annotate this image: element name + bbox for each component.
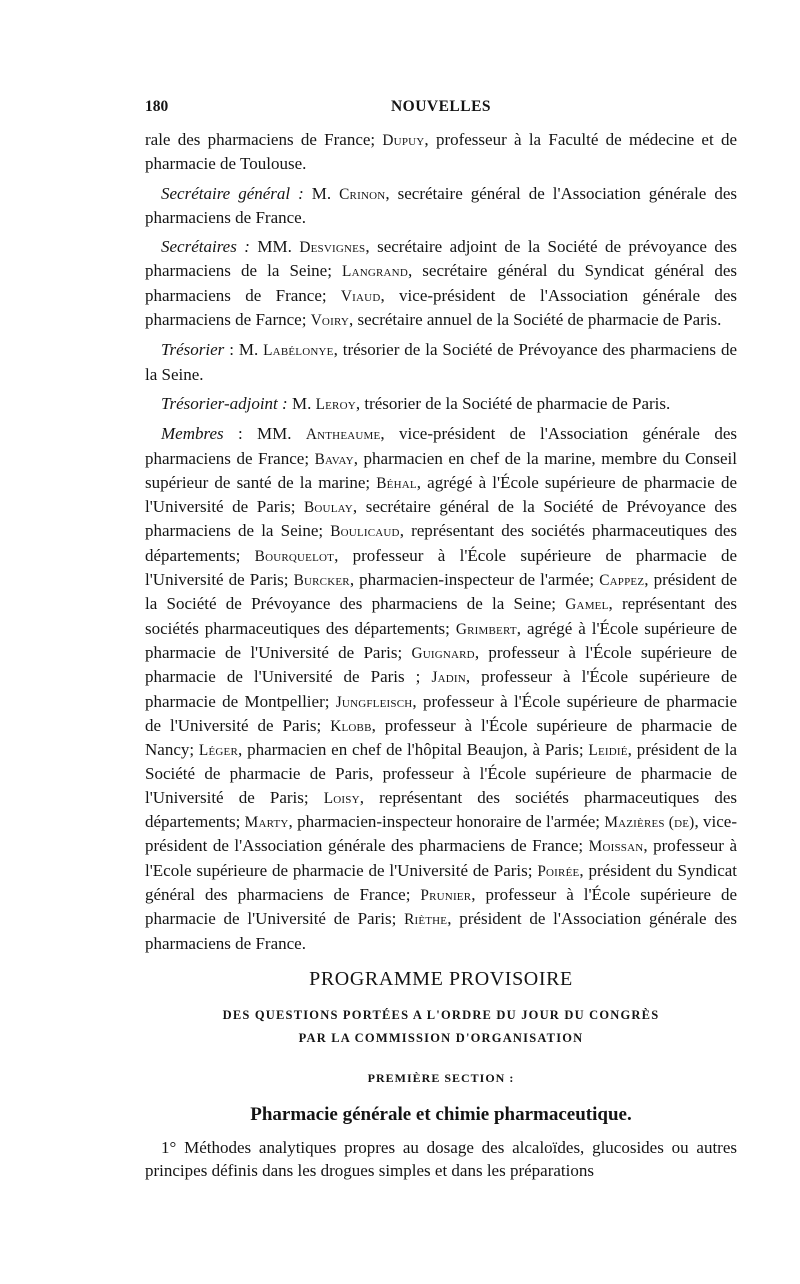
person-name: Mazières (de) (604, 814, 695, 832)
text-run: , professeur à l'École supérieure de pharmacie de Nancy; (145, 715, 738, 760)
text-run: : MM. (223, 424, 306, 444)
person-name: Marty (244, 814, 289, 832)
person-name: Jungfleisch (335, 693, 413, 711)
person-name: Bavay (314, 450, 354, 468)
person-name: Poirée (537, 862, 580, 880)
text-run: , professeur à la Faculté de médecine et de pharmacie de Toulouse. (145, 130, 737, 174)
person-name: Bourquelot (254, 547, 335, 565)
paragraph-secretaire-general (145, 182, 737, 230)
text-run: M. (287, 393, 316, 413)
text-run: , professeur à l'École supérieure de pharmacie de l'Université de Paris; (145, 691, 738, 735)
text-run: , vice-président de l'Association générale des pharmaciens de France; (145, 424, 737, 468)
page-body (145, 128, 737, 1188)
programme-title: PROGRAMME PROVISOIRE (309, 967, 573, 990)
person-name: Boulicaud (330, 523, 400, 541)
text-run: , agrégé à l'École supérieure de pharmacie de l'Université de Paris; (145, 618, 738, 662)
person-name: Crinon (339, 185, 386, 203)
paragraph-membres (145, 422, 737, 955)
page-number: 180 (145, 98, 169, 115)
person-name: Burcker (293, 572, 350, 590)
person-name: Moissan (588, 838, 644, 856)
text-run: , agrégé à l'École supérieure de pharmacie de l'Université de Paris; (145, 472, 737, 517)
person-name: Gamel (565, 596, 609, 614)
text-run: , pharmacien en chef de la marine, membre du Conseil supérieur de santé de la marine; (145, 448, 737, 492)
person-name: Rièthe (404, 911, 448, 929)
text-run: , représentant des sociétés pharmaceutiques des départements; (145, 521, 737, 565)
text-run: rale des pharmaciens de France; (145, 130, 383, 149)
person-name: Boulay (304, 499, 353, 517)
text-run: , professeur à l'École supérieure de pharmacie de l'Université de Paris ; (145, 642, 737, 687)
section-heading: PREMIÈRE SECTION : (367, 1071, 515, 1086)
person-name: Desvignes (299, 239, 366, 257)
person-name: Dupuy (382, 132, 425, 149)
text-run: , secrétaire annuel de la Société de pharmacie de Paris. (349, 310, 722, 330)
text-run: , pharmacien-inspecteur de l'armée; (349, 570, 600, 590)
role-label: Membres (161, 424, 224, 444)
text-run: , professeur à l'École supérieure de pharmacie de l'Université de Paris; (145, 545, 738, 590)
running-header (145, 98, 737, 122)
text-run: , professeur à l'École supérieure de pharmacie de Montpellier; (145, 667, 738, 711)
person-name: Leroy (315, 395, 356, 413)
paragraph-secretaires (145, 235, 737, 332)
role-label: Trésorier (161, 340, 225, 360)
person-name: Klobb (330, 717, 372, 735)
paragraph-tresorier-adjoint (145, 392, 737, 416)
person-name: Léger (198, 742, 238, 760)
text-run: , trésorier de la Société de pharmacie de Paris. (355, 393, 671, 413)
person-name: Antheaume (305, 426, 381, 444)
text-run: , secrétaire général du Syndicat général des pharmaciens de France; (145, 261, 737, 305)
text-run: , président de l'Association générale des pharmaciens de France. (145, 909, 737, 953)
paragraph-item-1: 1° Méthodes analytiques propres au dosage des alcaloïdes, glucosides ou autres principes définis dans les drogues simples et dans les préparations (145, 1137, 737, 1180)
person-name: Grimbert (455, 620, 517, 638)
text-run: , professeur à l'École supérieure de pharmacie de l'Université de Paris; (145, 884, 737, 929)
person-name: Loisy (323, 789, 360, 807)
section-topic: Pharmacie générale et chimie pharmaceutique. (250, 1104, 632, 1126)
running-title: NOUVELLES (390, 98, 492, 115)
text-run: , secrétaire général de l'Association générale des pharmaciens de France. (145, 183, 737, 227)
person-name: Prunier (420, 886, 472, 904)
text-run: , vice-président de l'Association générale des pharmaciens de France; (145, 812, 737, 856)
text-run: MM. (249, 237, 300, 257)
text-run: , pharmacien en chef de l'hôpital Beaujon, à Paris; (238, 740, 589, 760)
text-run: , trésorier de la Société de Prévoyance des pharmaciens de la Seine. (145, 340, 737, 384)
person-name: Viaud (340, 287, 381, 305)
person-name: Labélonye (263, 342, 334, 360)
person-name: Béhal (376, 474, 417, 492)
paragraph-president-continued (145, 128, 737, 176)
text-run: : M. (224, 340, 264, 360)
text-run: M. (303, 183, 340, 203)
text-run: , secrétaire général de la Société de Prévoyance des pharmaciens de la Seine; (145, 497, 737, 541)
person-name: Langrand (342, 263, 408, 281)
text-run: , président du Syndicat général des pharmaciens de France; (145, 860, 738, 904)
role-label: Secrétaires : (161, 237, 250, 257)
text-run: , représentant des sociétés pharmaceutiques des départements; (145, 787, 737, 832)
text-run: , représentant des sociétés pharmaceutiques des départements; (145, 594, 737, 638)
person-name: Leidié (588, 742, 628, 760)
role-label: Trésorier-adjoint : (161, 393, 288, 413)
programme-subtitle-line-2: PAR LA COMMISSION D'ORGANISATION (298, 1031, 584, 1046)
text-run: , président de la Société de pharmacie de Paris, professeur à l'École supérieure de pharmacie de l'Université de Paris; (145, 740, 737, 807)
text-run: , secrétaire adjoint de la Société de prévoyance des pharmaciens de la Seine; (145, 237, 737, 281)
person-name: Jadin (431, 669, 466, 687)
role-label: Secrétaire général : (161, 183, 304, 203)
text-run: , pharmacien-inspecteur honoraire de l'armée; (288, 812, 605, 832)
person-name: Guignard (411, 644, 475, 662)
person-name: Voiry (310, 312, 350, 330)
programme-subtitle-line-1: DES QUESTIONS PORTÉES A L'ORDRE DU JOUR DU CONGRÈS (222, 1008, 660, 1023)
person-name: Cappez (599, 572, 645, 590)
text-run: , président de la Société de Prévoyance des pharmaciens de la Seine; (145, 570, 737, 614)
text-run: , professeur à l'Ecole supérieure de pharmacie de l'Université de Paris; (145, 836, 737, 880)
paragraph-tresorier (145, 338, 737, 386)
text-run: , vice-président de l'Association générale des pharmaciens de Farnce; (145, 285, 737, 330)
